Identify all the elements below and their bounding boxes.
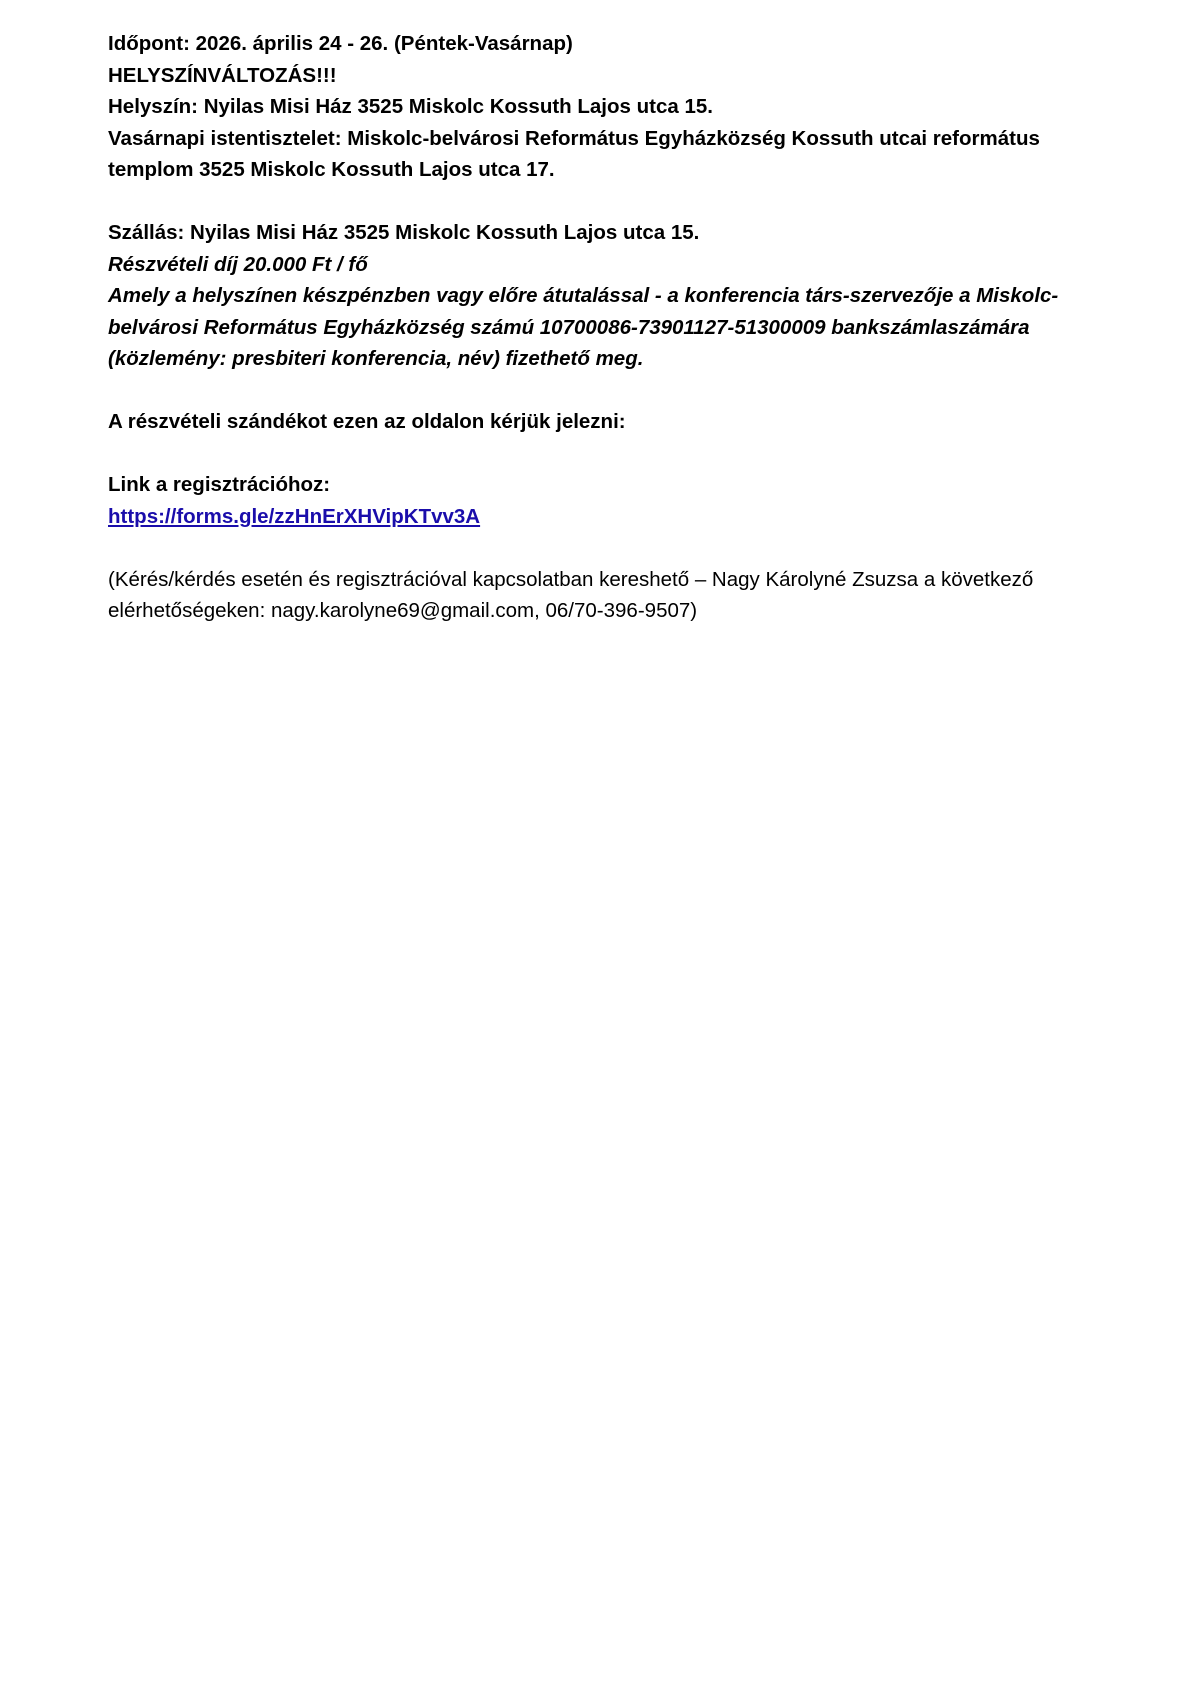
date-line: Időpont: 2026. április 24 - 26. (Péntek-Vasárnap) <box>108 32 573 55</box>
accommodation-line: Szállás: Nyilas Misi Ház 3525 Miskolc Kossuth Lajos utca 15. <box>108 221 700 244</box>
service-line-2: templom 3525 Miskolc Kossuth Lajos utca 17. <box>108 158 555 181</box>
payment-line-1: Amely a helyszínen készpénzben vagy előre átutalással - a konferencia társ-szervezője a Miskolc- <box>108 284 1059 307</box>
registration-link[interactable]: https://forms.gle/zzHnErXHVipKTvv3A <box>108 504 481 528</box>
venue-line: Helyszín: Nyilas Misi Ház 3525 Miskolc Kossuth Lajos utca 15. <box>108 95 713 118</box>
service-line-1: Vasárnapi istentisztelet: Miskolc-belvárosi Református Egyházközség Kossuth utcai református <box>108 126 1040 150</box>
intent-line: A részvételi szándékot ezen az oldalon kérjük jelezni: <box>108 410 626 433</box>
spacer <box>108 532 1108 564</box>
spacer <box>108 438 1108 470</box>
registration-label: Link a regisztrációhoz: <box>108 473 331 496</box>
spacer <box>108 375 1108 407</box>
change-notice: HELYSZÍNVÁLTOZÁS!!! <box>108 63 337 87</box>
spacer <box>108 186 1108 218</box>
contact-line-1: (Kérés/kérdés esetén és regisztrációval kapcsolatban kereshető – Nagy Károlyné Zsuzsa a következő <box>108 567 1034 591</box>
payment-line-3: (közlemény: presbiteri konferencia, név) fizethető meg. <box>108 347 644 370</box>
contact-line-2: elérhetőségeken: nagy.karolyne69@gmail.com, 06/70-396-9507) <box>108 599 698 622</box>
payment-line-2: belvárosi Református Egyházközség számú 10700086-73901127-51300009 bankszámlaszámára <box>108 315 1030 339</box>
fee-line: Részvételi díj 20.000 Ft / fő <box>108 252 368 276</box>
document-page <box>108 28 1108 627</box>
